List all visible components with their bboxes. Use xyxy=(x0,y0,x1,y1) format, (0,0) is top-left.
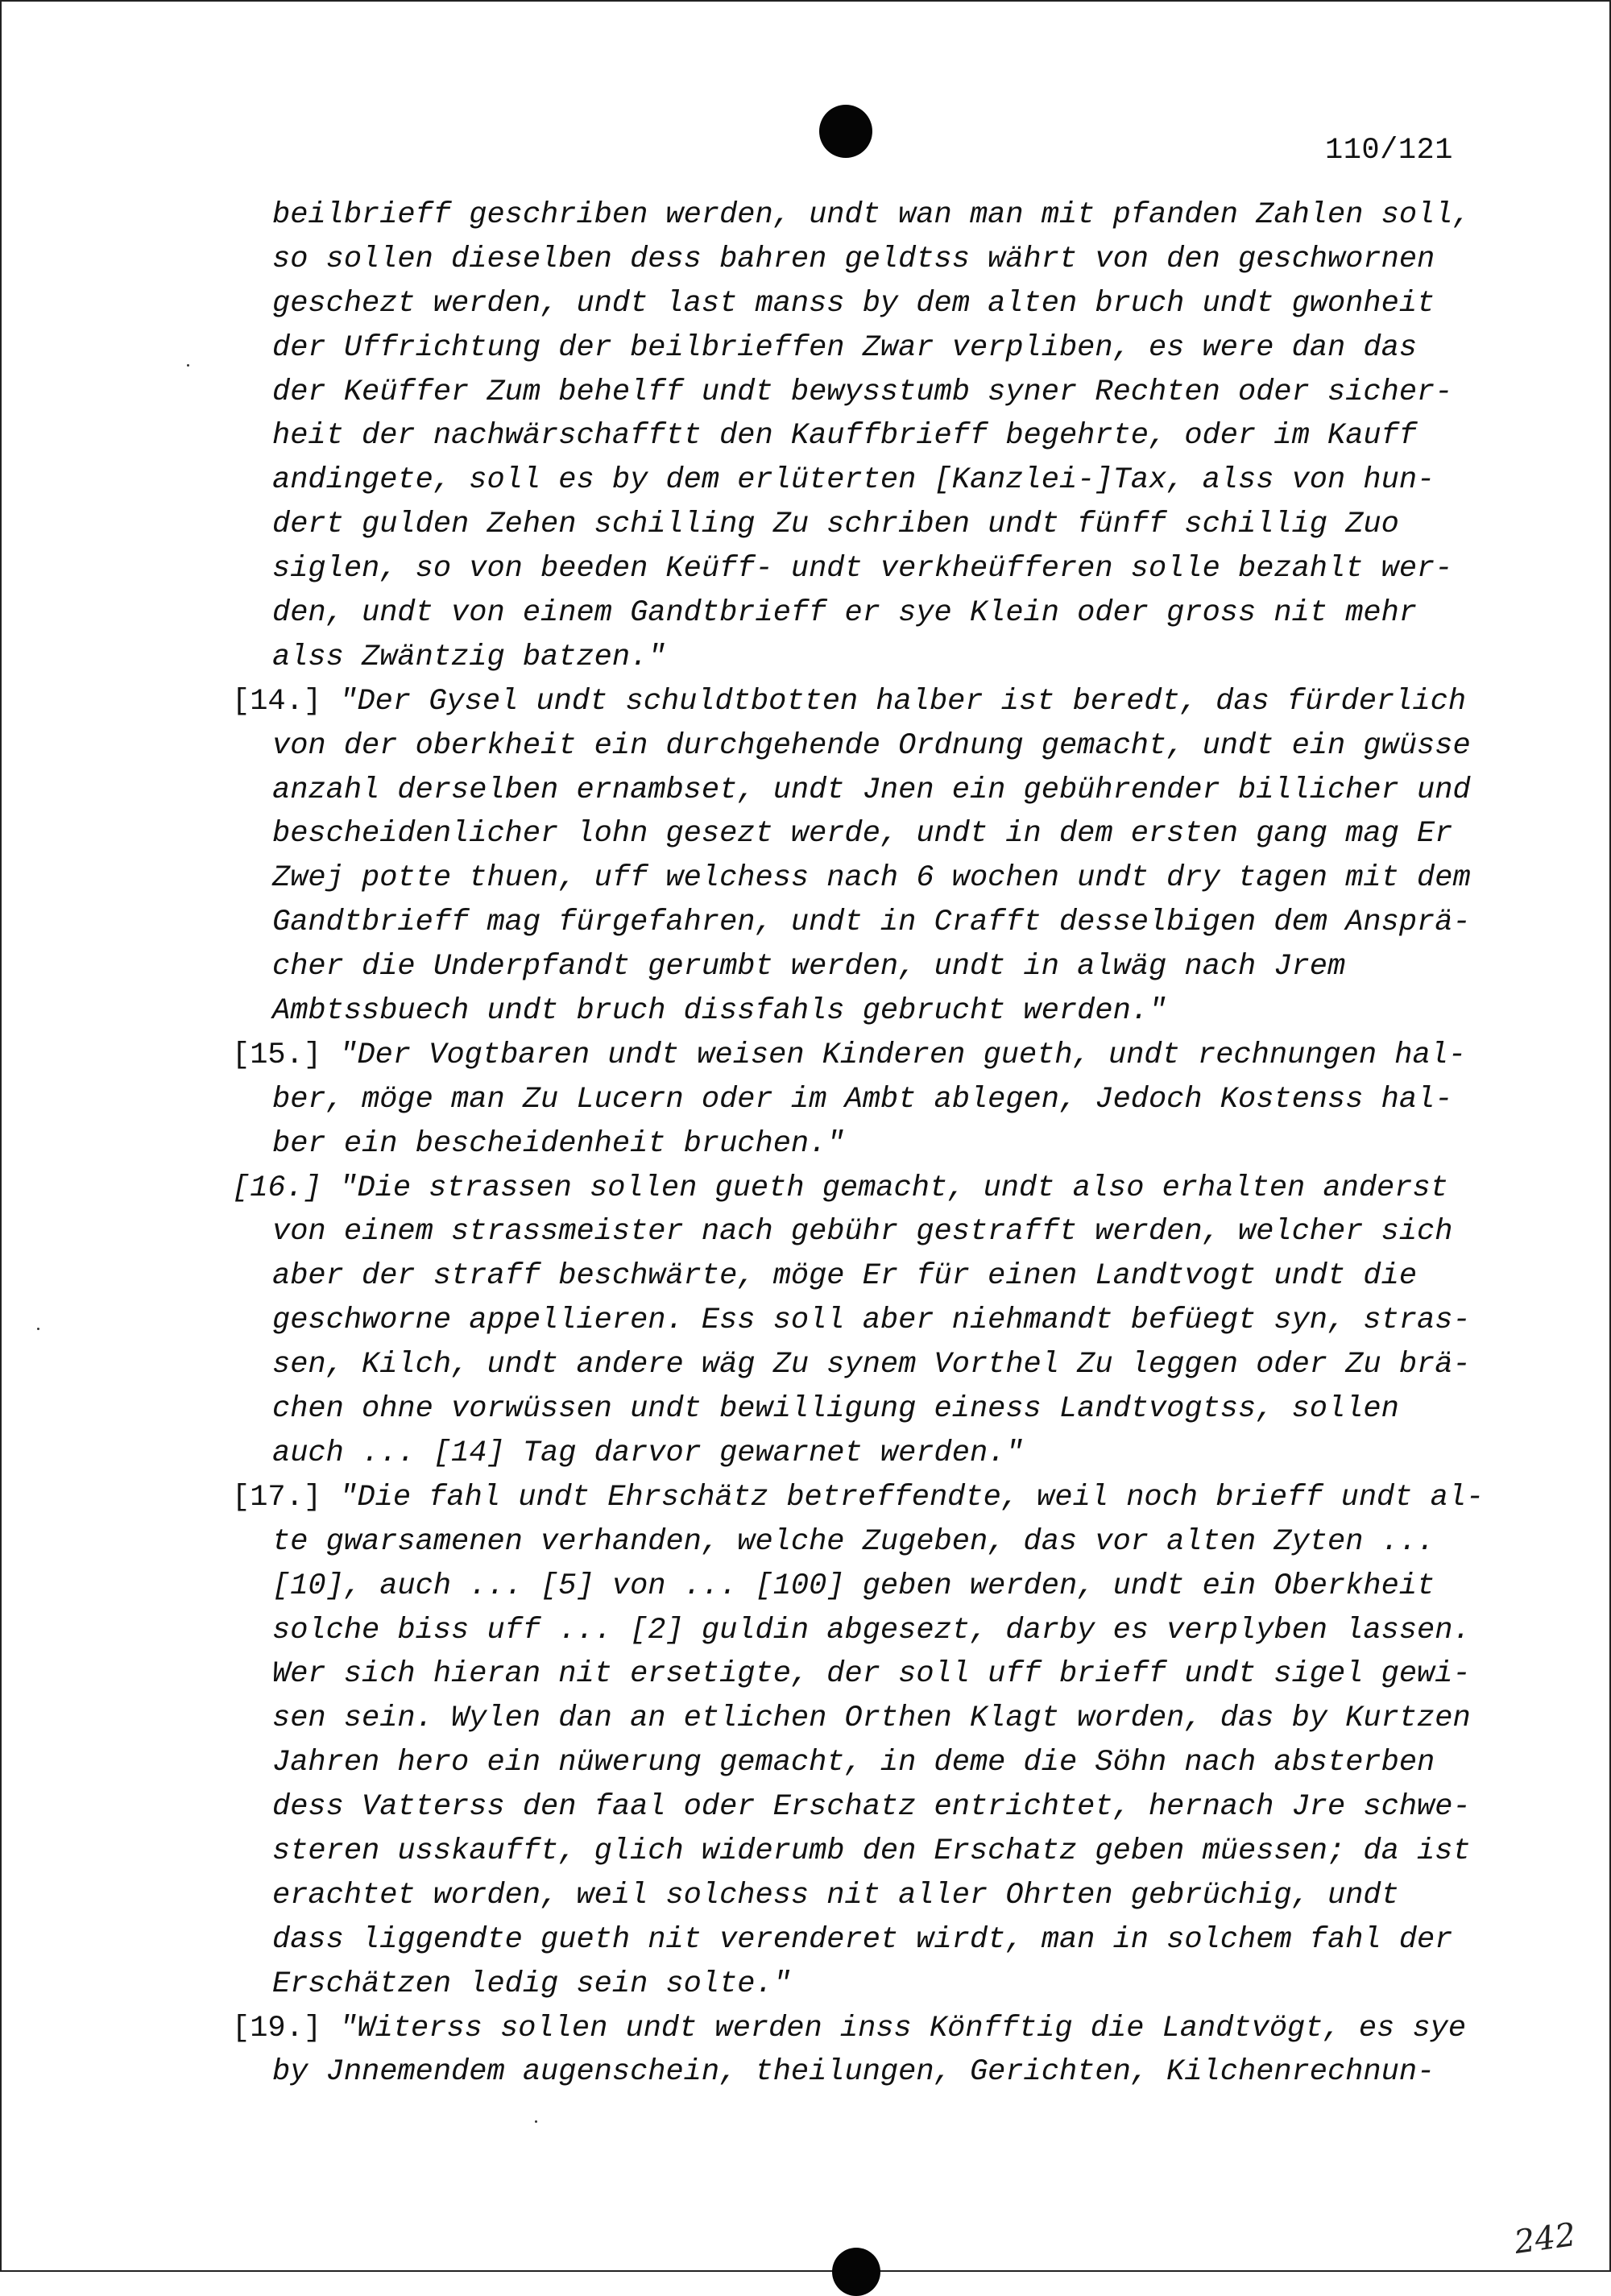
text-line: chen ohne vorwüssen undt bewilligung einess Landtvogtss, sollen xyxy=(272,1392,1399,1427)
text-line: "Der Vogtbaren undt weisen Kinderen gueth, undt rechnungen hal- xyxy=(339,1038,1467,1072)
text-line: Ambtssbuech undt bruch dissfahls gebrucht werden." xyxy=(272,994,1167,1029)
text-line: heit der nachwärschafftt den Kauffbrieff begehrte, oder im Kauff xyxy=(272,419,1418,454)
section-14-first-line xyxy=(232,680,1472,724)
text-line: von einem strassmeister nach gebühr gestrafft werden, welcher sich xyxy=(272,1215,1453,1250)
text-line: dert gulden Zehen schilling Zu schriben undt fünff schillig Zuo xyxy=(272,508,1399,542)
text-line: sen, Kilch, undt andere wäg Zu synem Vorthel Zu leggen oder Zu brä- xyxy=(272,1348,1471,1382)
text-line: Wer sich hieran nit ersetigte, der soll uff brieff undt sigel gewi- xyxy=(272,1657,1471,1692)
text-line: der Keüffer Zum behelff undt bewysstumb syner Rechten oder sicher- xyxy=(272,375,1453,409)
text-line: so sollen dieselben dess bahren geldtss währt von den geschwornen xyxy=(272,242,1435,276)
text-line: aber der straff beschwärte, möge Er für einen Landtvogt undt die xyxy=(272,1259,1418,1294)
text-line: by Jnnemendem augenschein, theilungen, Gerichten, Kilchenrechnun- xyxy=(272,2055,1435,2090)
section-16-first-line xyxy=(232,1167,1472,1211)
text-line: beilbrieff geschriben werden, undt wan man mit pfanden Zahlen soll, xyxy=(272,198,1471,232)
section-15-first-line xyxy=(232,1034,1472,1078)
text-line: dass liggendte gueth nit verenderet wirdt, man in solchem fahl der xyxy=(272,1922,1453,1957)
section-19-first-line xyxy=(232,2007,1472,2051)
text-line: geschezt werden, undt last manss by dem alten bruch undt gwonheit xyxy=(272,286,1435,321)
section-label: [16.] xyxy=(232,1171,340,1205)
text-line: Erschätzen ledig sein solte." xyxy=(272,1967,791,2001)
text-line: geschworne appellieren. Ess soll aber niehmandt befüegt syn, stras- xyxy=(272,1303,1471,1338)
text-line: [10], auch ... [5] von ... [100] geben werden, undt ein Oberkheit xyxy=(272,1569,1435,1603)
text-line: auch ... [14] Tag darvor gewarnet werden." xyxy=(272,1436,1024,1470)
text-line: "Die strassen sollen gueth gemacht, undt also erhalten anderst xyxy=(339,1171,1448,1205)
section-label: [15.] xyxy=(232,1038,340,1072)
punch-hole-top xyxy=(819,105,872,158)
text-line: steren usskaufft, glich widerumb den Erschatz geben müessen; da ist xyxy=(272,1834,1471,1868)
section-label: [19.] xyxy=(232,2011,340,2045)
text-line: ber, möge man Zu Lucern oder im Ambt ablegen, Jedoch Kostenss hal- xyxy=(272,1082,1453,1117)
text-line: "Witerss sollen undt werden inss Könfftig die Landtvögt, es sye xyxy=(339,2011,1467,2045)
text-line: andingete, soll es by dem erlüterten [Kanzlei-]Tax, alss von hun- xyxy=(272,463,1435,498)
document-body xyxy=(232,193,1485,2095)
speck-mark xyxy=(187,364,189,367)
text-line: dess Vatterss den faal oder Erschatz entrichtet, hernach Jre schwe- xyxy=(272,1790,1471,1825)
text-line: bescheidenlicher lohn gesezt werde, undt in dem ersten gang mag Er xyxy=(272,817,1453,852)
text-line: "Die fahl undt Ehrschätz betreffendte, weil noch brieff undt al- xyxy=(339,1480,1485,1515)
text-line: Gandtbrieff mag fürgefahren, undt in Crafft desselbigen dem Ansprä- xyxy=(272,906,1471,940)
speck-mark xyxy=(37,1328,39,1330)
text-line: sen sein. Wylen dan an etlichen Orthen Klagt worden, das by Kurtzen xyxy=(272,1701,1471,1736)
section-label: [17.] xyxy=(232,1480,340,1515)
text-line: Jahren hero ein nüwerung gemacht, in deme die Söhn nach absterben xyxy=(272,1746,1435,1780)
text-line: Zwej potte thuen, uff welchess nach 6 wochen undt dry tagen mit dem xyxy=(272,861,1471,896)
punch-hole-bottom xyxy=(832,2248,880,2296)
text-line: siglen, so von beeden Keüff- undt verkheüfferen solle bezahlt wer- xyxy=(272,552,1453,586)
text-line: alss Zwäntzig batzen." xyxy=(272,640,666,674)
handwritten-page-mark: 242 xyxy=(1512,2215,1579,2262)
section-17-first-line xyxy=(232,1476,1485,1520)
text-line: den, undt von einem Gandtbrieff er sye Klein oder gross nit mehr xyxy=(272,596,1418,631)
page-number: 110/121 xyxy=(1325,134,1453,168)
text-line: von der oberkheit ein durchgehende Ordnung gemacht, undt ein gwüsse xyxy=(272,728,1471,763)
text-line: solche biss uff ... [2] guldin abgesezt, darby es verplyben lassen. xyxy=(272,1613,1471,1647)
text-line: cher die Underpfandt gerumbt werden, undt in alwäg nach Jrem xyxy=(272,950,1346,984)
section-label: [14.] xyxy=(232,684,340,719)
text-line: der Uffrichtung der beilbrieffen Zwar verpliben, es were dan das xyxy=(272,330,1418,365)
text-line: "Der Gysel undt schuldtbotten halber ist beredt, das fürderlich xyxy=(339,684,1467,719)
text-line: anzahl derselben ernambset, undt Jnen ein gebührender billicher und xyxy=(272,773,1471,807)
speck-mark xyxy=(535,2120,537,2123)
text-line: te gwarsamenen verhanden, welche Zugeben, das vor alten Zyten ... xyxy=(272,1524,1435,1559)
text-line: ber ein bescheidenheit bruchen." xyxy=(272,1126,845,1161)
text-line: erachtet worden, weil solchess nit aller Ohrten gebrüchig, undt xyxy=(272,1878,1399,1913)
